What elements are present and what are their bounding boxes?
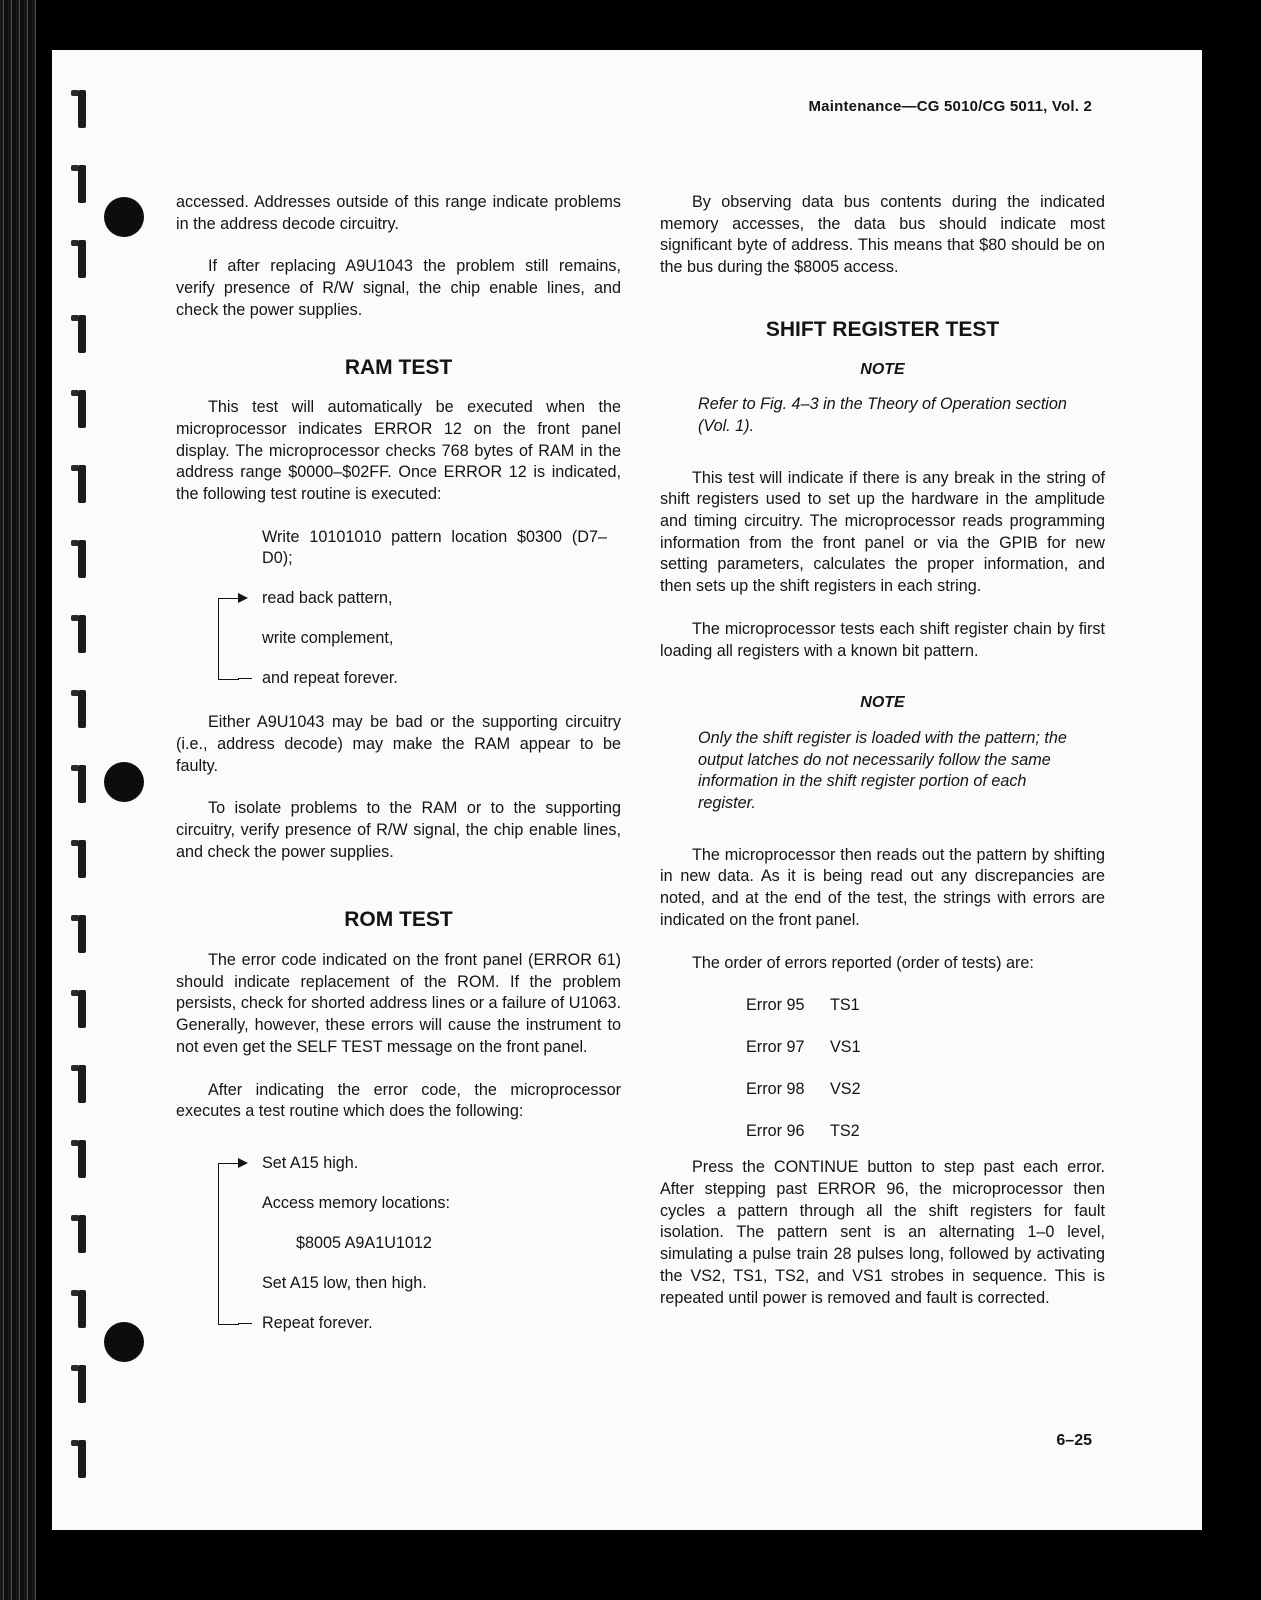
page-number: 6–25 [1056,1432,1092,1449]
paragraph: This test will automatically be executed when the microprocessor indicates ERROR 12 on the front panel display. The microprocessor checks 768 bytes of RAM in the address range $0000–$02FF. Once ERROR 12 is indicated, the following test routine is executed: [176,398,621,504]
error-row [746,1121,1105,1157]
paragraph: The order of errors reported (order of tests) are: [692,953,1034,972]
punch-hole [104,762,144,802]
binder-mark [78,915,86,953]
error-code: Error 98 [746,1080,805,1099]
punch-hole [104,197,144,237]
paragraph: After indicating the error code, the microprocessor executes a test routine which does the following: [176,1080,621,1121]
binder-mark [78,315,86,353]
section-heading-ram-test: RAM TEST [344,355,453,379]
binder-mark [78,540,86,578]
ram-loop-diagram [218,588,621,692]
error-code: Error 97 [746,1038,805,1057]
loop-bracket [218,1163,239,1325]
error-code: Error 96 [746,1122,805,1141]
binder-mark [78,690,86,728]
binder-mark [78,240,86,278]
note-text: Only the shift register is loaded with the pattern; the output latches do not necessarily follow the same information in the shift register portion of each register. [698,728,1067,813]
paragraph: If after replacing A9U1043 the problem still remains, verify presence of R/W signal, the chip enable lines, and check the power supplies. [176,257,621,319]
section-heading-shift-register-test: SHIFT REGISTER TEST [765,317,1000,341]
loop-tail [238,678,252,679]
error-name: VS1 [830,1038,861,1057]
error-name: VS2 [830,1080,861,1099]
paragraph: accessed. Addresses outside of this range indicate problems in the address decode circuitry. [176,193,621,233]
right-column [660,192,1105,1330]
error-row [746,1037,1105,1079]
arrow-right-icon [238,1158,248,1168]
note-label: NOTE [860,694,905,712]
loop-step: Set A15 low, then high. [262,1273,427,1292]
section-heading-rom-test: ROM TEST [344,908,453,932]
binder-mark [78,990,86,1028]
binder-mark [78,615,86,653]
paragraph: The microprocessor then reads out the pattern by shifting in new data. As it is being read out any discrepancies are noted, and at the end of the test, the strings with errors are indicated on the front panel. [660,845,1105,929]
scan-edge [0,0,36,1600]
loop-step: Repeat forever. [262,1313,373,1332]
code-line: Write 10101010 pattern location $0300 (D7–D0); [262,527,607,568]
paragraph: By observing data bus contents during the indicated memory accesses, the data bus should indicate most significant byte of address. This means that $80 should be on the bus during the $8005 access. [660,193,1105,277]
loop-step: and repeat forever. [262,669,398,688]
error-row [746,995,1105,1037]
binder-mark [78,465,86,503]
paragraph: This test will indicate if there is any break in the string of shift registers used to set up the hardware in the amplitude and timing circuitry. The microprocessor reads programming information from the front panel or via the GPIB for new setting parameters, calculates the proper information, and then sets up the shift registers in each string. [660,468,1105,596]
binder-mark [78,840,86,878]
binder-mark [78,1065,86,1103]
left-column [176,192,621,1353]
arrow-right-icon [238,593,248,603]
binder-mark [78,765,86,803]
error-name: TS2 [830,1122,860,1141]
paragraph: Press the CONTINUE button to step past each error. After stepping past ERROR 96, the microprocessor then cycles a pattern through all the shift registers for fault isolation. The pattern sent is an alternating 1–0 level, simulating a pulse train 28 pulses long, followed by activating the VS2, TS1, TS2, and VS1 strobes in sequence. This is repeated until power is removed and fault is corrected. [660,1158,1105,1307]
error-row [746,1079,1105,1121]
loop-bracket [218,598,239,680]
binder-mark [78,90,86,128]
loop-step: $8005 A9A1U1012 [296,1233,432,1252]
paragraph: The microprocessor tests each shift register chain by first loading all registers with a known bit pattern. [660,619,1105,660]
rom-loop-diagram [218,1153,621,1353]
loop-step: Set A15 high. [262,1153,359,1172]
binder-mark [78,1215,86,1253]
binder-mark [78,390,86,428]
paragraph: The error code indicated on the front panel (ERROR 61) should indicate replacement of the ROM. If the problem persists, check for shorted address lines or a failure of U1063. Generally, however, these errors will cause the instrument to not even get the SELF TEST message on the front panel. [176,951,621,1056]
binder-mark [78,1365,86,1403]
document-page [52,50,1202,1530]
binder-mark [78,1140,86,1178]
binder-mark [78,165,86,203]
punch-hole [104,1322,144,1362]
paragraph: Either A9U1043 may be bad or the supporting circuitry (i.e., address decode) may make the RAM appear to be faulty. [176,713,621,775]
note-text: Refer to Fig. 4–3 in the Theory of Operation section (Vol. 1). [698,395,1067,435]
loop-step: read back pattern, [262,589,393,608]
loop-step: write complement, [262,629,394,648]
binder-mark [78,1290,86,1328]
loop-step: Access memory locations: [262,1193,451,1212]
page-header: Maintenance—CG 5010/CG 5011, Vol. 2 [808,98,1092,115]
paragraph: To isolate problems to the RAM or to the supporting circuitry, verify presence of R/W signal, the chip enable lines, and check the power supplies. [176,799,621,861]
note-label: NOTE [860,360,905,378]
loop-tail [238,1323,252,1324]
error-code: Error 95 [746,996,805,1015]
error-name: TS1 [830,996,860,1015]
binder-mark [78,1440,86,1478]
